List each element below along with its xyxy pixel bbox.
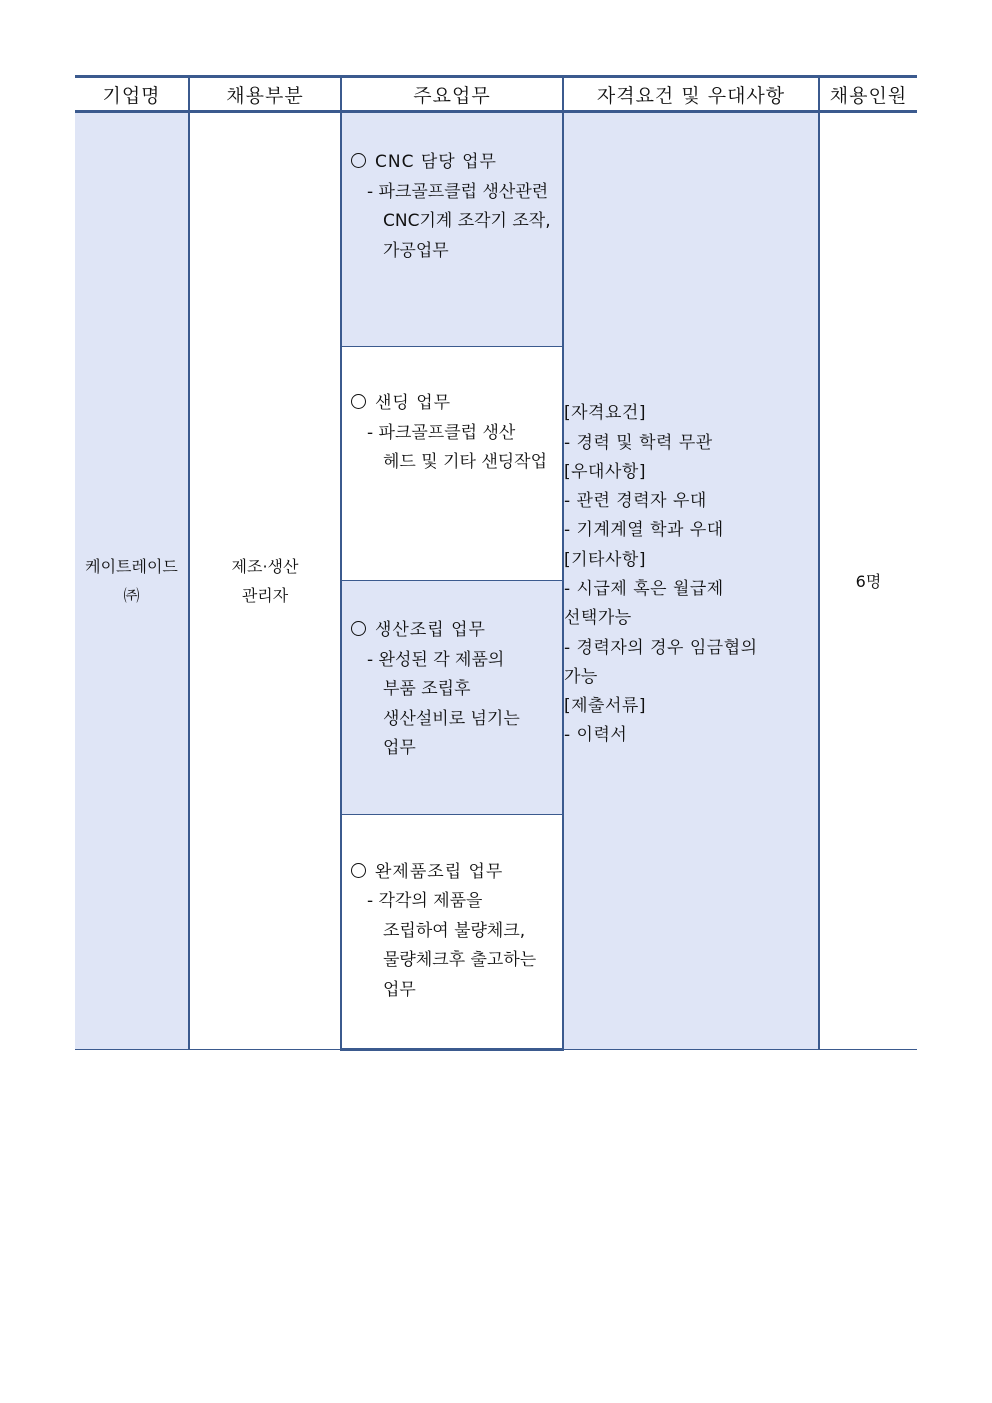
duty-detail: CNC기계 조각기 조작, (383, 211, 551, 231)
company-name: 케이트레이드 (85, 557, 178, 576)
qualification-line: - 기계계열 학과 우대 (564, 520, 724, 541)
qualification-line: - 경력 및 학력 무관 (564, 432, 713, 453)
qualification-line: [우대사항] (564, 461, 646, 482)
duty-detail: 물량체크후 출고하는 (383, 950, 537, 971)
duty-cell-final-assembly (341, 815, 563, 1050)
duty-cell-sanding (341, 347, 563, 581)
qualification-line: [자격요건] (564, 403, 646, 424)
header-company: 기업명 (75, 77, 189, 112)
qualification-line: - 경력자의 경우 임금협의 (564, 637, 758, 658)
header-row (75, 77, 917, 112)
circle-bullet-icon (351, 621, 366, 636)
qualification-line: [제출서류] (564, 696, 646, 717)
duty-detail: 부품 조립후 (383, 679, 471, 700)
duty-title: CNC 담당 업무 (351, 148, 558, 178)
department-cell (189, 112, 341, 1050)
duty-detail: - 파크골프클럽 생산관련 (367, 181, 549, 202)
recruitment-table (75, 75, 917, 1051)
duty-detail: - 각각의 제품을 (367, 891, 483, 912)
department-line: 제조·생산 (231, 557, 299, 576)
duty-detail: - 완성된 각 제품의 (367, 649, 505, 670)
headcount-cell (819, 112, 917, 1050)
headcount-value: 6명 (855, 571, 882, 591)
company-cell (75, 112, 189, 1050)
qualifications-cell (563, 112, 819, 1050)
header-department: 채용부분 (189, 77, 341, 112)
duty-detail: 조립하여 불량체크, (383, 920, 526, 941)
company-suffix: ㈜ (123, 586, 140, 605)
duty-title: 생산조립 업무 (351, 616, 558, 646)
header-qualifications: 자격요건 및 우대사항 (563, 77, 819, 112)
duty-detail: 헤드 및 기타 샌딩작업 (383, 452, 548, 473)
qualification-line: [기타사항] (564, 549, 646, 570)
duty-detail: 가공업무 (383, 240, 449, 261)
circle-bullet-icon (351, 863, 366, 878)
duty-detail: 업무 (383, 979, 416, 1000)
duty-cell-cnc (341, 112, 563, 347)
header-duties: 주요업무 (341, 77, 563, 112)
duty-title: 샌딩 업무 (351, 389, 558, 419)
duty-detail: - 파크골프클럽 생산 (367, 422, 516, 443)
qualification-line: - 관련 경력자 우대 (564, 491, 707, 512)
duty-cell-assembly (341, 581, 563, 815)
duty-detail: 업무 (383, 738, 416, 759)
duty-title: 완제품조립 업무 (351, 858, 558, 888)
department-line: 관리자 (241, 586, 289, 605)
circle-bullet-icon (351, 394, 366, 409)
table-row (75, 112, 917, 347)
qualification-line: - 이력서 (564, 725, 628, 746)
qualification-line: 가능 (564, 666, 598, 687)
duty-detail: 생산설비로 넘기는 (383, 708, 520, 729)
circle-bullet-icon (351, 153, 366, 168)
header-headcount: 채용인원 (819, 77, 917, 112)
qualification-line: 선택가능 (564, 608, 632, 629)
qualification-line: - 시급제 혹은 월급제 (564, 579, 724, 599)
